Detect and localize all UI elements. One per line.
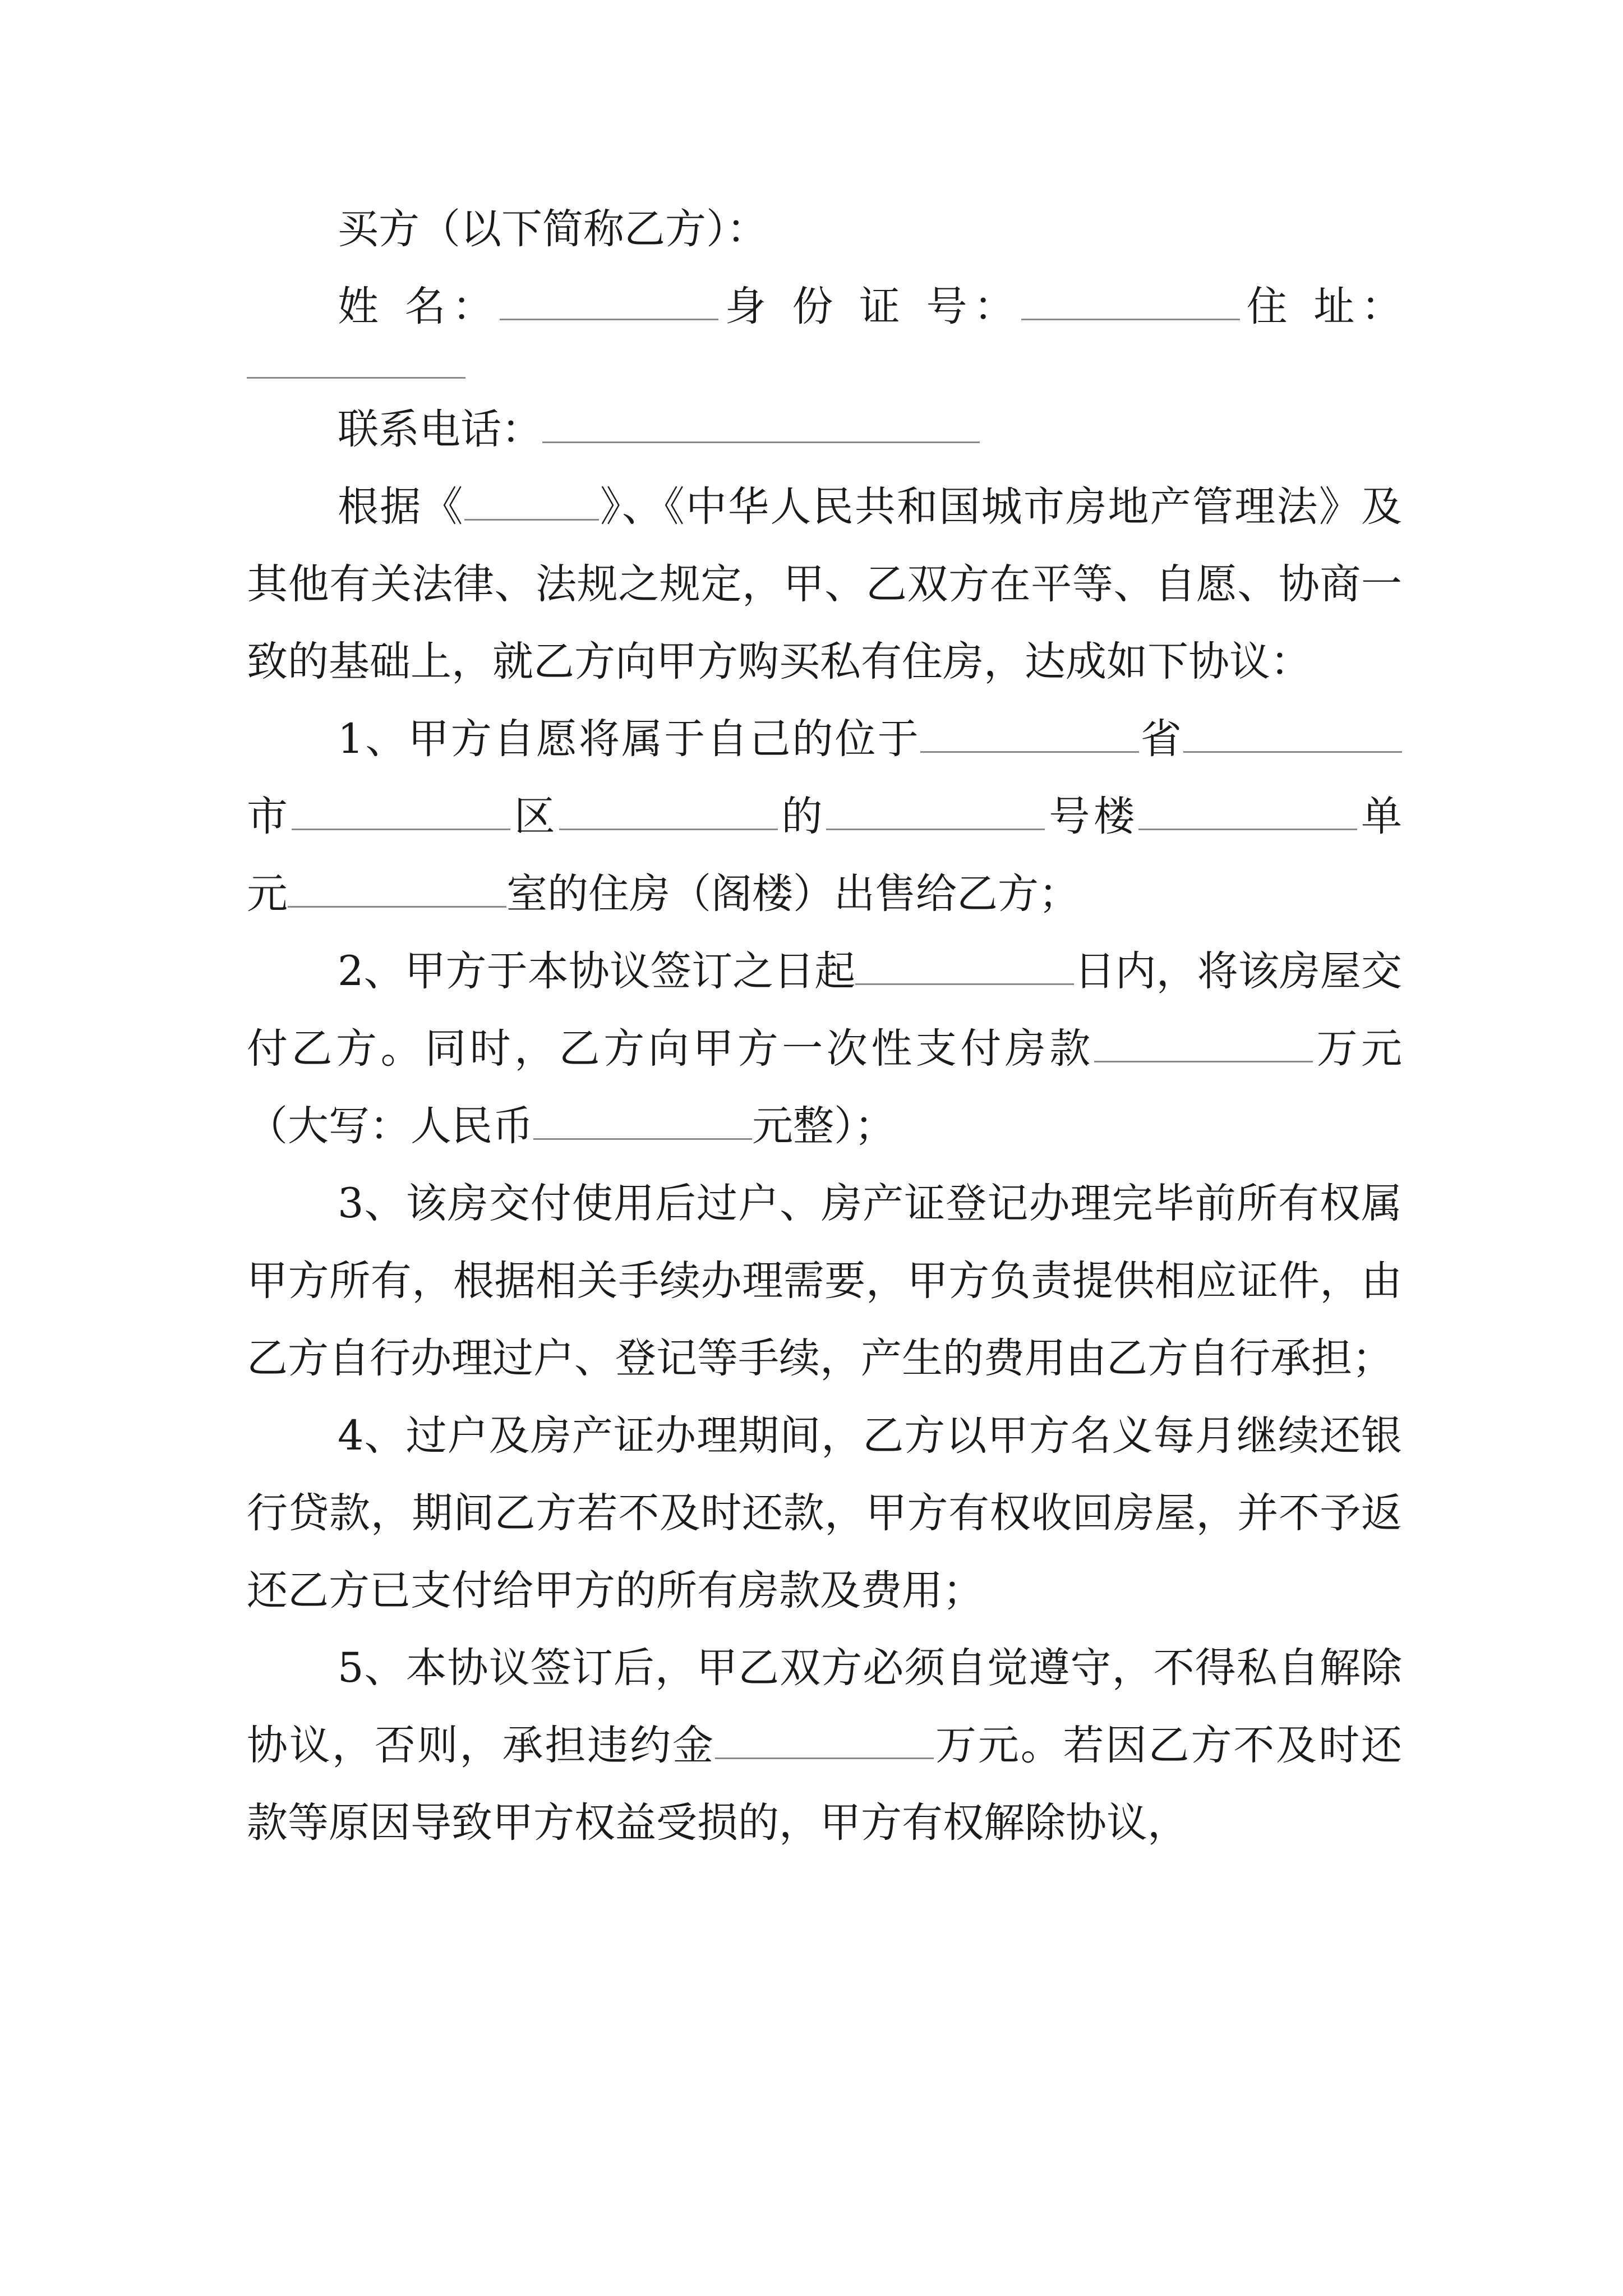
clause-3-text: 3、该房交付使用后过户、房产证登记办理完毕前所有权属甲方所有，根据相关手续办理需要，甲方负责提供相应证件，由乙方自行办理过户、登记等手续，产生的费用由乙方自行承担；: [247, 1180, 1402, 1382]
room-blank: [288, 869, 506, 908]
of-label: 的: [777, 793, 827, 840]
clause-4: [247, 1397, 1402, 1630]
buyer-heading-text: 买方（以下简称乙方）：: [338, 205, 768, 253]
clause-1-text-1: 1、甲方自愿将属于自己的位于: [338, 715, 920, 763]
preamble-text-1: 根据《: [338, 483, 464, 531]
name-blank: [500, 282, 718, 320]
clause-2-text-4: 元整）；: [752, 1102, 896, 1150]
clause-4-text: 4、过户及房产证办理期间，乙方以甲方名义每月继续还银行贷款，期间乙方若不及时还款，甲方有权收回房屋，并不予返还乙方已支付给甲方的所有房款及费用；: [247, 1412, 1402, 1614]
clause-2-text-2: 日内，将该房屋交付乙方。同时，乙方向甲方一次性支付房款: [247, 947, 1402, 1073]
city-label: 市: [247, 793, 292, 840]
district-label: 区: [510, 793, 559, 840]
phone-blank: [542, 404, 980, 443]
clause-2: [247, 933, 1402, 1165]
district-blank: [292, 792, 510, 830]
address-label: 住 址：: [1239, 283, 1402, 330]
phone-label: 联系电话：: [338, 406, 542, 453]
preamble-paragraph: [247, 468, 1402, 701]
street-blank: [559, 792, 778, 830]
id-number-label: 身 份 证 号：: [718, 283, 1021, 330]
agreement-body: [247, 191, 1402, 1862]
clause-2-text-3: 万元（大写：人民币: [247, 1025, 1403, 1150]
clause-3: [247, 1165, 1402, 1397]
id-number-blank: [1021, 282, 1240, 320]
building-blank: [826, 792, 1045, 830]
clause-1-text-2: 室的住房（阁楼）出售给乙方；: [506, 870, 1080, 918]
phone-line: [247, 391, 1402, 468]
unit-blank: [1138, 792, 1357, 830]
province-blank: [920, 714, 1139, 753]
buyer-identity-line: [247, 268, 1402, 346]
building-label: 号楼: [1045, 793, 1139, 840]
preamble-text-2: 》、《中华人民共和国城市房地产管理法》及其他有关法律、法规之规定，甲、乙双方在平等、自愿、协商一致的基础上，就乙方向甲方购买私有住房，达成如下协议：: [247, 483, 1403, 685]
unit-label: 单元: [247, 793, 1403, 918]
clause-2-text-1: 2、甲方于本协议签订之日起: [338, 947, 856, 995]
buyer-heading: [247, 191, 1402, 268]
clause-1: [247, 701, 1402, 933]
clause-5: [247, 1630, 1402, 1862]
payment-amount-blank: [1094, 1024, 1313, 1062]
clause-5-text-2: 万元。若因乙方不及时还款等原因导致甲方权益受损的，甲方有权解除协议，: [247, 1722, 1402, 1847]
penalty-amount-blank: [715, 1720, 934, 1759]
clause-5-text-1: 5、本协议签订后，甲乙双方必须自觉遵守，不得私自解除协议，否则，承担违约金: [247, 1644, 1402, 1769]
days-blank: [855, 946, 1074, 985]
province-label: 省: [1138, 715, 1184, 763]
law-name-blank: [464, 482, 599, 521]
name-label: 姓 名：: [338, 283, 500, 330]
address-blank: [247, 346, 465, 379]
payment-amount-words-blank: [533, 1101, 752, 1140]
city-blank: [1183, 714, 1402, 753]
